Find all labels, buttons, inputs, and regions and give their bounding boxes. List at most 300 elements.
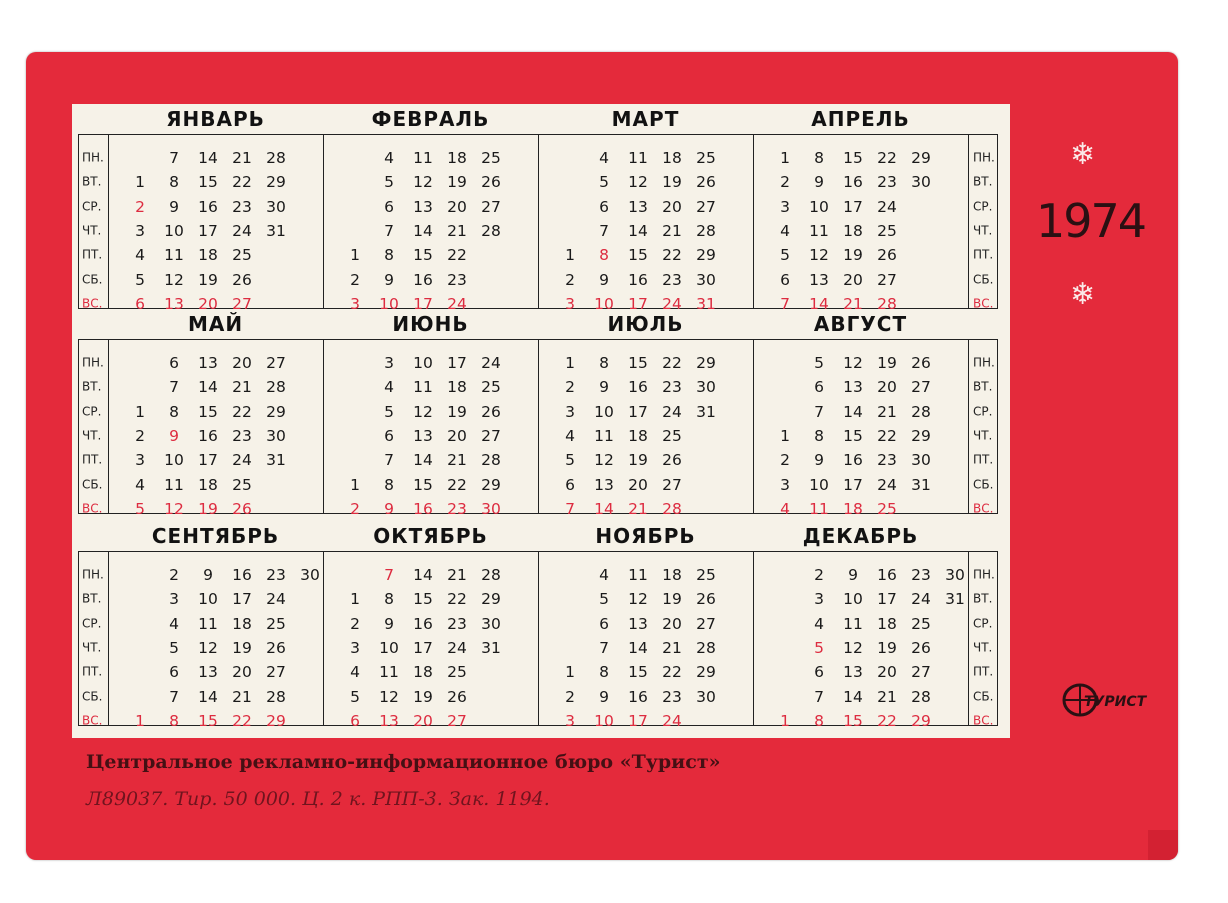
day-number: 3 — [780, 197, 790, 216]
day-number: 4 — [780, 222, 790, 241]
day-number: 30 — [911, 451, 931, 470]
day-number: 4 — [814, 614, 824, 633]
day-number: 18 — [447, 149, 467, 168]
day-number: 20 — [232, 663, 252, 682]
day-number: 28 — [696, 639, 716, 658]
day-number: 31 — [911, 475, 931, 494]
day-number: 2 — [565, 378, 575, 397]
day-number: 21 — [877, 402, 897, 421]
day-number: 15 — [628, 354, 648, 373]
day-number: 23 — [447, 614, 467, 633]
day-number: 3 — [814, 590, 824, 609]
day-number: 23 — [266, 566, 286, 585]
day-number: 17 — [413, 639, 433, 658]
day-number: 22 — [232, 173, 252, 192]
day-number: 21 — [232, 149, 252, 168]
day-number: 1 — [565, 246, 575, 265]
day-number: 3 — [565, 402, 575, 421]
day-number: 17 — [413, 294, 433, 313]
day-number: 12 — [164, 270, 184, 289]
day-number: 9 — [384, 499, 394, 518]
day-number: 30 — [945, 566, 965, 585]
day-number: 20 — [662, 197, 682, 216]
day-number: 29 — [266, 402, 286, 421]
day-number: 13 — [628, 197, 648, 216]
day-number: 9 — [814, 451, 824, 470]
weekday-label: ПН. — [973, 567, 995, 582]
day-number: 1 — [780, 427, 790, 446]
day-number: 5 — [350, 687, 360, 706]
day-number: 7 — [169, 378, 179, 397]
day-number: 4 — [599, 566, 609, 585]
month-title: АВГУСТ — [813, 312, 908, 336]
day-number: 13 — [198, 663, 218, 682]
day-number: 11 — [843, 614, 863, 633]
day-number: 5 — [135, 499, 145, 518]
day-number: 25 — [232, 475, 252, 494]
day-number: 9 — [848, 566, 858, 585]
day-number: 8 — [599, 354, 609, 373]
day-number: 14 — [413, 222, 433, 241]
day-number: 12 — [843, 354, 863, 373]
day-number: 12 — [413, 173, 433, 192]
weekday-label: СБ. — [82, 272, 103, 287]
day-number: 29 — [911, 427, 931, 446]
day-number: 17 — [843, 197, 863, 216]
weekday-label: СБ. — [973, 477, 994, 492]
day-number: 12 — [198, 639, 218, 658]
day-number: 28 — [481, 451, 501, 470]
day-number: 26 — [877, 246, 897, 265]
day-number: 11 — [198, 614, 218, 633]
day-number: 29 — [266, 711, 286, 730]
publisher-line: Центральное рекламно-информационное бюро «Турист» — [86, 751, 721, 773]
day-number: 10 — [413, 354, 433, 373]
day-number: 2 — [814, 566, 824, 585]
day-number: 26 — [232, 499, 252, 518]
day-number: 8 — [384, 590, 394, 609]
day-number: 16 — [413, 270, 433, 289]
day-number: 4 — [384, 149, 394, 168]
weekday-label: СР. — [82, 404, 102, 419]
day-number: 17 — [628, 711, 648, 730]
day-number: 4 — [169, 614, 179, 633]
day-number: 27 — [481, 197, 501, 216]
day-number: 5 — [169, 639, 179, 658]
day-number: 3 — [780, 475, 790, 494]
day-number: 27 — [232, 294, 252, 313]
day-number: 27 — [877, 270, 897, 289]
weekday-label: СБ. — [973, 689, 994, 704]
weekday-label: ВТ. — [973, 174, 993, 189]
day-number: 10 — [594, 402, 614, 421]
day-number: 18 — [662, 149, 682, 168]
weekday-label: СР. — [82, 199, 102, 214]
month-title: МАРТ — [611, 107, 680, 131]
day-number: 20 — [628, 475, 648, 494]
day-number: 29 — [481, 475, 501, 494]
weekday-label: ПТ. — [973, 452, 994, 467]
day-number: 4 — [384, 378, 394, 397]
weekday-label: ВС. — [82, 501, 103, 516]
day-number: 29 — [696, 663, 716, 682]
day-number: 17 — [628, 294, 648, 313]
day-number: 8 — [814, 149, 824, 168]
day-number: 16 — [198, 197, 218, 216]
day-number: 27 — [481, 427, 501, 446]
grid-divider — [108, 134, 109, 309]
day-number: 18 — [198, 246, 218, 265]
day-number: 31 — [481, 639, 501, 658]
day-number: 21 — [843, 294, 863, 313]
day-number: 7 — [599, 222, 609, 241]
day-number: 28 — [481, 222, 501, 241]
grid-divider — [538, 551, 539, 726]
day-number: 11 — [413, 149, 433, 168]
day-number: 16 — [413, 614, 433, 633]
day-number: 28 — [911, 687, 931, 706]
day-number: 6 — [814, 378, 824, 397]
day-number: 29 — [911, 149, 931, 168]
day-number: 20 — [447, 197, 467, 216]
day-number: 10 — [809, 475, 829, 494]
day-number: 8 — [169, 711, 179, 730]
day-number: 24 — [447, 639, 467, 658]
day-number: 27 — [266, 354, 286, 373]
day-number: 1 — [135, 402, 145, 421]
day-number: 10 — [809, 197, 829, 216]
day-number: 13 — [413, 427, 433, 446]
day-number: 5 — [814, 639, 824, 658]
day-number: 24 — [877, 197, 897, 216]
day-number: 5 — [384, 173, 394, 192]
day-number: 19 — [198, 270, 218, 289]
day-number: 24 — [232, 222, 252, 241]
day-number: 14 — [628, 639, 648, 658]
day-number: 3 — [135, 222, 145, 241]
day-number: 3 — [350, 294, 360, 313]
day-number: 16 — [628, 270, 648, 289]
day-number: 16 — [877, 566, 897, 585]
day-number: 18 — [662, 566, 682, 585]
day-number: 22 — [447, 590, 467, 609]
day-number: 16 — [628, 378, 648, 397]
day-number: 13 — [164, 294, 184, 313]
day-number: 19 — [413, 687, 433, 706]
day-number: 22 — [232, 711, 252, 730]
day-number: 27 — [911, 378, 931, 397]
grid-divider — [323, 339, 324, 514]
day-number: 13 — [843, 378, 863, 397]
day-number: 9 — [169, 197, 179, 216]
day-number: 15 — [843, 711, 863, 730]
day-number: 18 — [628, 427, 648, 446]
day-number: 26 — [911, 639, 931, 658]
day-number: 31 — [266, 222, 286, 241]
month-title: АПРЕЛЬ — [811, 107, 910, 131]
day-number: 15 — [628, 246, 648, 265]
day-number: 23 — [662, 378, 682, 397]
day-number: 24 — [266, 590, 286, 609]
day-number: 7 — [780, 294, 790, 313]
weekday-label: СР. — [973, 616, 993, 631]
day-number: 2 — [780, 173, 790, 192]
day-number: 6 — [780, 270, 790, 289]
day-number: 10 — [379, 639, 399, 658]
day-number: 23 — [662, 687, 682, 706]
day-number: 21 — [232, 687, 252, 706]
day-number: 29 — [911, 711, 931, 730]
grid-divider — [538, 134, 539, 309]
weekday-label: ВС. — [82, 713, 103, 728]
day-number: 22 — [877, 427, 897, 446]
day-number: 24 — [662, 294, 682, 313]
day-number: 9 — [599, 270, 609, 289]
day-number: 10 — [843, 590, 863, 609]
weekday-label: ВС. — [82, 296, 103, 311]
day-number: 1 — [135, 173, 145, 192]
day-number: 14 — [198, 687, 218, 706]
weekday-label: ПН. — [82, 567, 104, 582]
weekday-label: ПН. — [973, 355, 995, 370]
day-number: 7 — [599, 639, 609, 658]
day-number: 25 — [266, 614, 286, 633]
day-number: 23 — [232, 427, 252, 446]
day-number: 3 — [135, 451, 145, 470]
weekday-label: ВТ. — [973, 591, 993, 606]
day-number: 9 — [599, 687, 609, 706]
day-number: 26 — [911, 354, 931, 373]
day-number: 26 — [447, 687, 467, 706]
day-number: 10 — [594, 711, 614, 730]
day-number: 26 — [232, 270, 252, 289]
print-info-line: Л89037. Тир. 50 000. Ц. 2 к. РПП-3. Зак. 1194. — [86, 788, 550, 810]
day-number: 30 — [696, 270, 716, 289]
day-number: 2 — [135, 197, 145, 216]
day-number: 23 — [911, 566, 931, 585]
day-number: 7 — [814, 402, 824, 421]
day-number: 9 — [203, 566, 213, 585]
day-number: 8 — [169, 173, 179, 192]
day-number: 24 — [232, 451, 252, 470]
day-number: 19 — [232, 639, 252, 658]
day-number: 16 — [413, 499, 433, 518]
day-number: 30 — [481, 614, 501, 633]
card-corner-shadow — [1148, 830, 1178, 860]
day-number: 19 — [877, 639, 897, 658]
grid-divider — [753, 339, 754, 514]
day-number: 21 — [232, 378, 252, 397]
month-title: ФЕВРАЛЬ — [371, 107, 490, 131]
day-number: 24 — [481, 354, 501, 373]
day-number: 29 — [696, 354, 716, 373]
day-number: 28 — [877, 294, 897, 313]
day-number: 6 — [169, 663, 179, 682]
day-number: 30 — [911, 173, 931, 192]
day-number: 15 — [413, 590, 433, 609]
day-number: 14 — [594, 499, 614, 518]
day-number: 1 — [350, 475, 360, 494]
day-number: 11 — [809, 222, 829, 241]
weekday-label: ПН. — [973, 150, 995, 165]
day-number: 7 — [814, 687, 824, 706]
day-number: 2 — [565, 270, 575, 289]
day-number: 26 — [481, 173, 501, 192]
grid-divider — [753, 134, 754, 309]
day-number: 14 — [413, 566, 433, 585]
grid-divider — [323, 551, 324, 726]
weekday-label: ВТ. — [82, 591, 102, 606]
day-number: 30 — [266, 197, 286, 216]
day-number: 1 — [780, 149, 790, 168]
weekday-label: СБ. — [973, 272, 994, 287]
day-number: 18 — [447, 378, 467, 397]
day-number: 15 — [843, 427, 863, 446]
day-number: 17 — [232, 590, 252, 609]
day-number: 15 — [413, 246, 433, 265]
day-number: 14 — [198, 149, 218, 168]
day-number: 26 — [662, 451, 682, 470]
day-number: 19 — [628, 451, 648, 470]
day-number: 27 — [662, 475, 682, 494]
grid-divider — [968, 551, 969, 726]
calendar-grid-panel — [72, 104, 1010, 738]
day-number: 13 — [413, 197, 433, 216]
day-number: 11 — [379, 663, 399, 682]
day-number: 1 — [565, 663, 575, 682]
day-number: 23 — [232, 197, 252, 216]
weekday-label: ЧТ. — [82, 428, 102, 443]
day-number: 21 — [447, 451, 467, 470]
day-number: 8 — [384, 246, 394, 265]
day-number: 9 — [384, 270, 394, 289]
day-number: 20 — [232, 354, 252, 373]
day-number: 16 — [843, 451, 863, 470]
day-number: 12 — [809, 246, 829, 265]
day-number: 2 — [350, 614, 360, 633]
day-number: 14 — [628, 222, 648, 241]
day-number: 27 — [696, 614, 716, 633]
day-number: 11 — [164, 246, 184, 265]
weekday-label: ВС. — [973, 296, 994, 311]
day-number: 15 — [413, 475, 433, 494]
day-number: 26 — [696, 590, 716, 609]
day-number: 7 — [169, 149, 179, 168]
day-number: 28 — [266, 149, 286, 168]
day-number: 5 — [384, 402, 394, 421]
day-number: 25 — [696, 149, 716, 168]
day-number: 21 — [662, 222, 682, 241]
day-number: 8 — [599, 246, 609, 265]
day-number: 19 — [843, 246, 863, 265]
day-number: 25 — [911, 614, 931, 633]
day-number: 18 — [843, 499, 863, 518]
weekday-label: ПТ. — [82, 452, 103, 467]
day-number: 8 — [814, 427, 824, 446]
day-number: 2 — [565, 687, 575, 706]
day-number: 15 — [198, 173, 218, 192]
day-number: 22 — [877, 149, 897, 168]
weekday-label: ВТ. — [82, 379, 102, 394]
day-number: 3 — [565, 711, 575, 730]
day-number: 15 — [198, 711, 218, 730]
day-number: 4 — [565, 427, 575, 446]
day-number: 29 — [696, 246, 716, 265]
day-number: 20 — [877, 378, 897, 397]
day-number: 18 — [877, 614, 897, 633]
day-number: 13 — [198, 354, 218, 373]
month-title: ДЕКАБРЬ — [802, 524, 919, 548]
day-number: 19 — [198, 499, 218, 518]
day-number: 23 — [447, 499, 467, 518]
day-number: 13 — [809, 270, 829, 289]
grid-divider — [968, 339, 969, 514]
day-number: 31 — [266, 451, 286, 470]
day-number: 23 — [447, 270, 467, 289]
weekday-label: ЧТ. — [973, 223, 993, 238]
day-number: 14 — [843, 402, 863, 421]
day-number: 24 — [911, 590, 931, 609]
day-number: 25 — [696, 566, 716, 585]
day-number: 17 — [877, 590, 897, 609]
day-number: 15 — [843, 149, 863, 168]
day-number: 30 — [481, 499, 501, 518]
day-number: 28 — [662, 499, 682, 518]
day-number: 25 — [877, 222, 897, 241]
weekday-label: ПТ. — [973, 247, 994, 262]
day-number: 3 — [565, 294, 575, 313]
day-number: 26 — [696, 173, 716, 192]
month-title: ИЮНЬ — [392, 312, 469, 336]
day-number: 24 — [662, 711, 682, 730]
day-number: 9 — [169, 427, 179, 446]
day-number: 31 — [696, 402, 716, 421]
day-number: 20 — [662, 614, 682, 633]
weekday-label: СБ. — [82, 477, 103, 492]
day-number: 30 — [696, 687, 716, 706]
day-number: 31 — [696, 294, 716, 313]
day-number: 28 — [481, 566, 501, 585]
day-number: 14 — [198, 378, 218, 397]
snowflake-icon: ❄ — [1070, 137, 1096, 172]
day-number: 11 — [164, 475, 184, 494]
day-number: 21 — [628, 499, 648, 518]
month-title: ЯНВАРЬ — [166, 107, 265, 131]
day-number: 27 — [447, 711, 467, 730]
day-number: 6 — [565, 475, 575, 494]
grid-divider — [968, 134, 969, 309]
day-number: 21 — [662, 639, 682, 658]
weekday-label: СР. — [973, 199, 993, 214]
day-number: 2 — [780, 451, 790, 470]
day-number: 14 — [809, 294, 829, 313]
weekday-label: ПН. — [82, 355, 104, 370]
day-number: 6 — [384, 427, 394, 446]
day-number: 5 — [780, 246, 790, 265]
day-number: 24 — [877, 475, 897, 494]
day-number: 11 — [809, 499, 829, 518]
day-number: 15 — [198, 402, 218, 421]
day-number: 9 — [384, 614, 394, 633]
day-number: 5 — [565, 451, 575, 470]
day-number: 22 — [447, 475, 467, 494]
day-number: 2 — [169, 566, 179, 585]
day-number: 11 — [413, 378, 433, 397]
day-number: 12 — [843, 639, 863, 658]
grid-divider — [323, 134, 324, 309]
day-number: 1 — [135, 711, 145, 730]
day-number: 10 — [164, 222, 184, 241]
